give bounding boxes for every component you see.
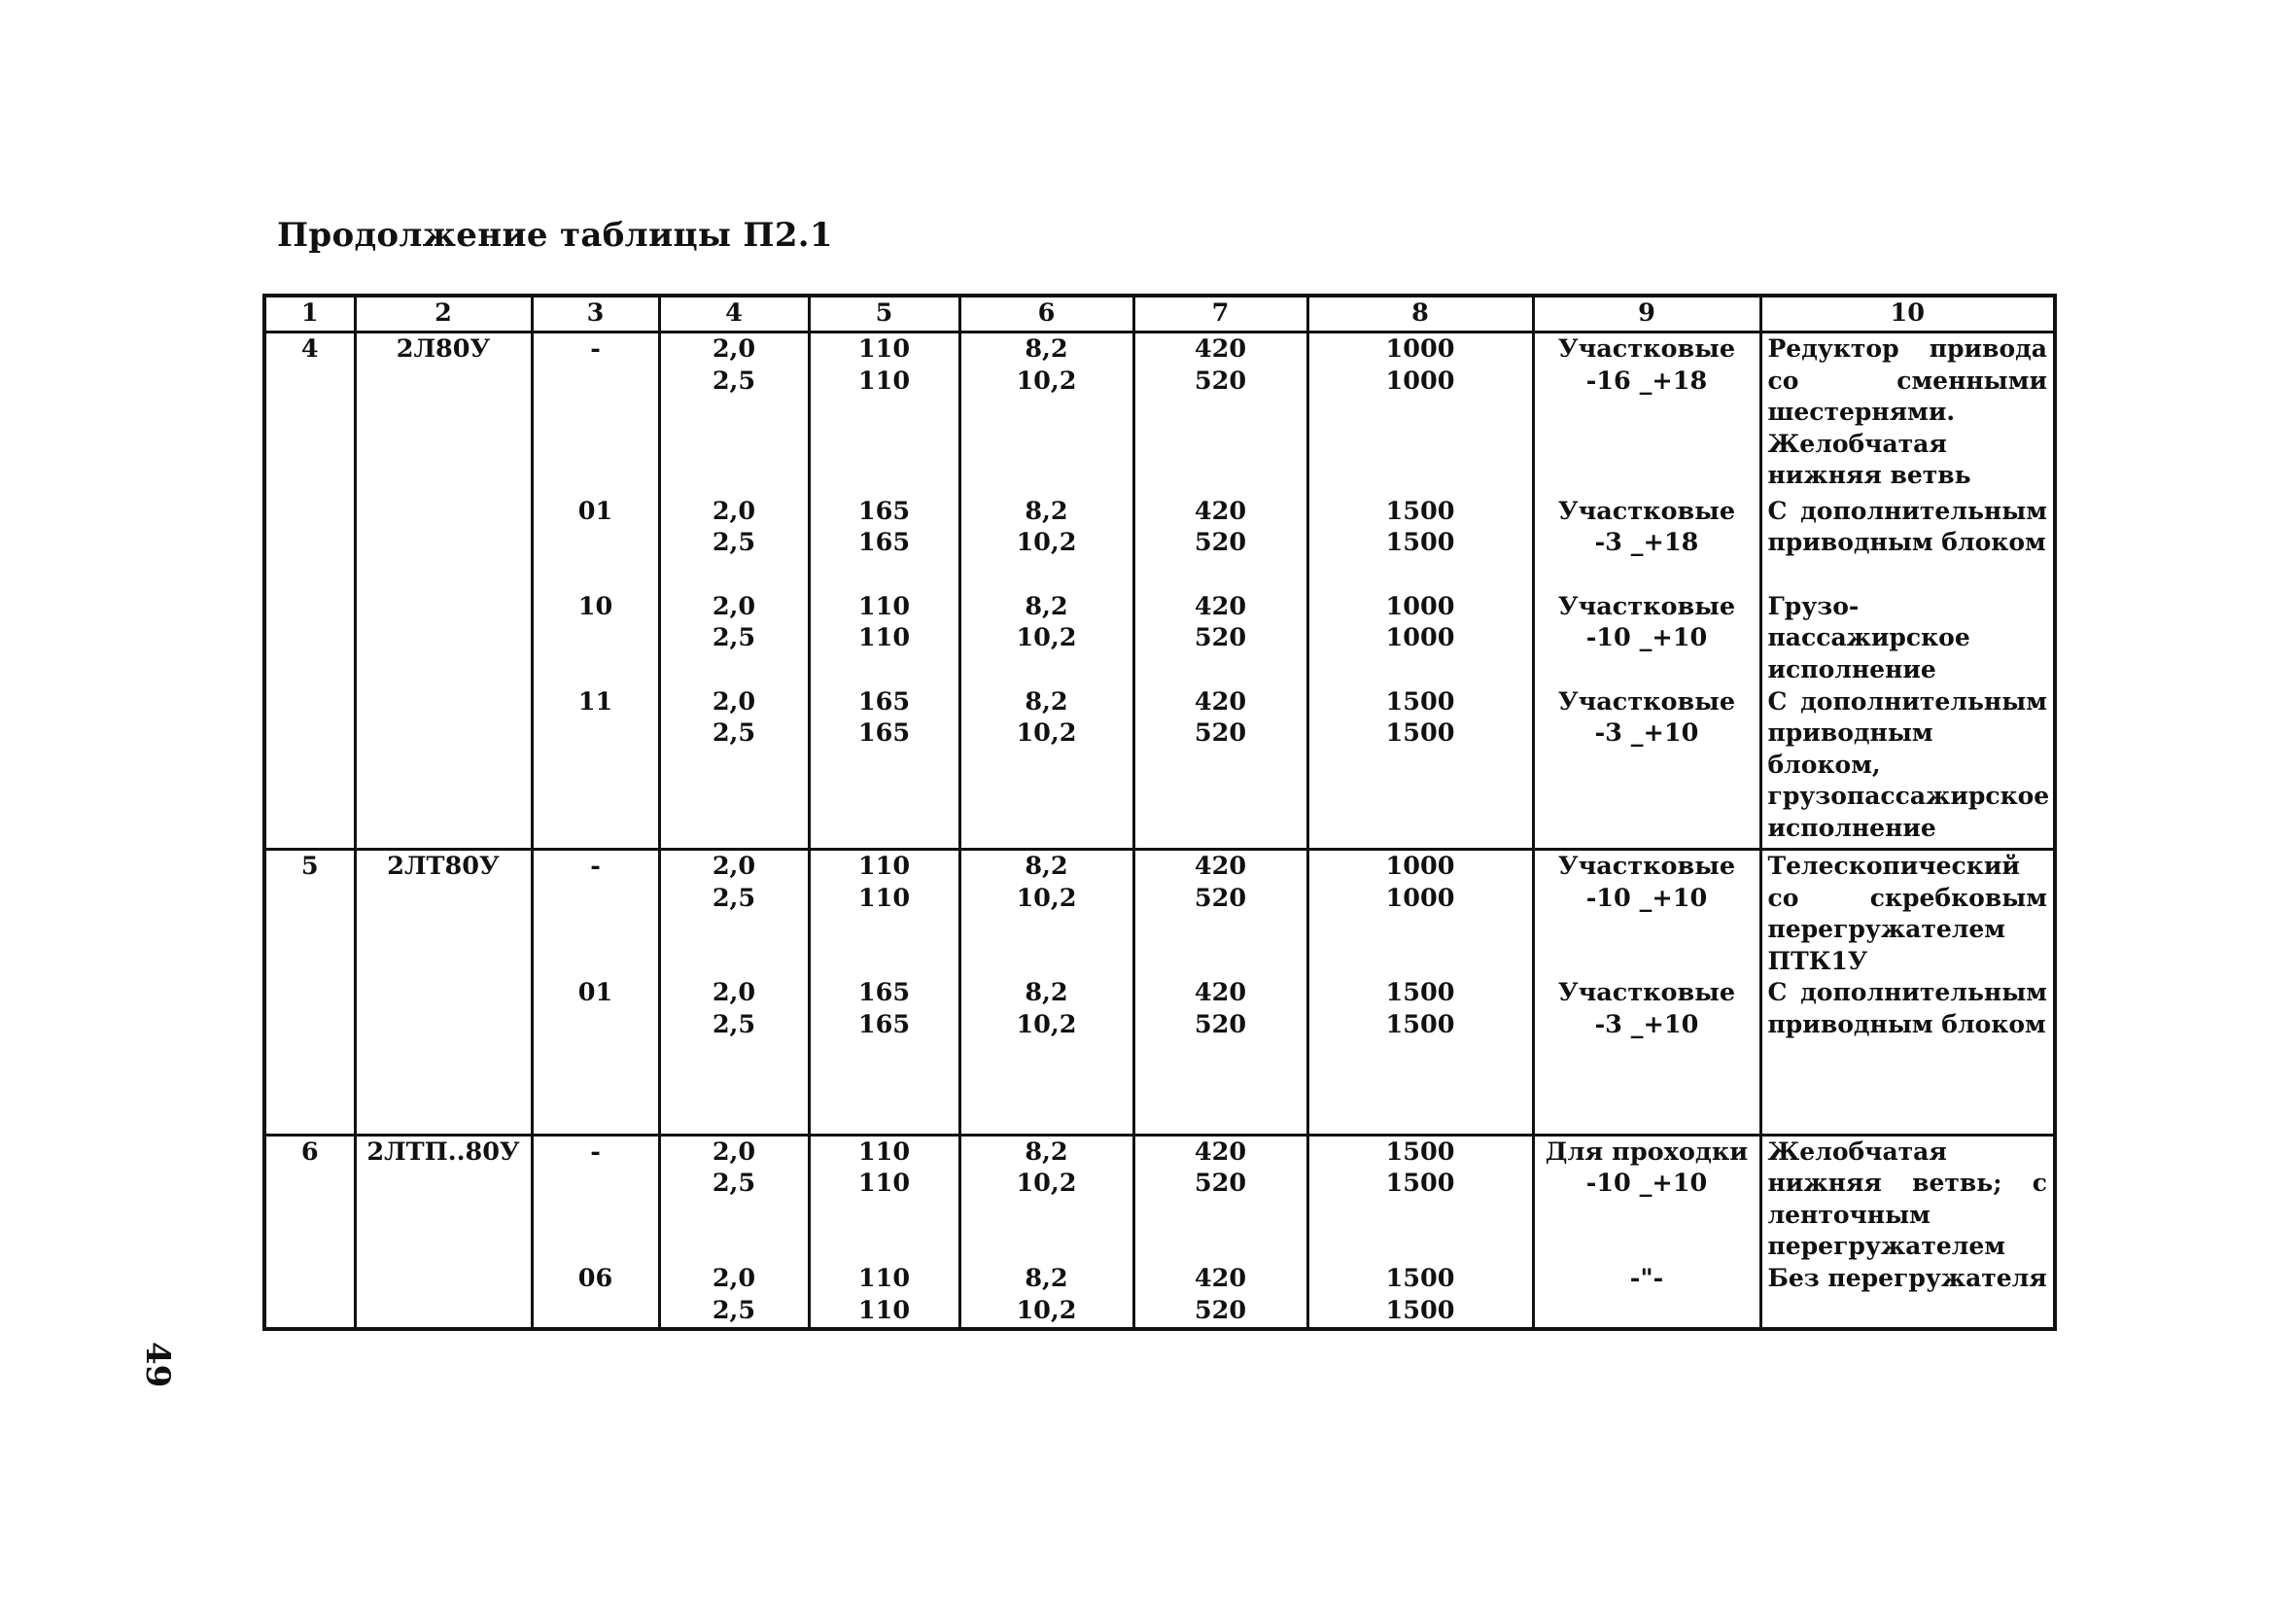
table-cell: 1500 1500 (1307, 1135, 1533, 1263)
table-cell: 420 520 (1133, 977, 1307, 1135)
table-cell: 165 165 (809, 686, 959, 850)
table-cell: Участковые -3 _+10 (1533, 686, 1760, 850)
specification-table (262, 294, 2057, 1331)
table-cell: 1500 1500 (1307, 686, 1533, 850)
table-cell: 2,0 2,5 (659, 332, 809, 496)
variant-code: 01 (532, 977, 659, 1135)
table-cell: 420 520 (1133, 1263, 1307, 1329)
table-row (264, 686, 2055, 850)
table-row (264, 977, 2055, 1135)
table-cell: 110 110 (809, 850, 959, 978)
variant-code: - (532, 332, 659, 496)
table-cell: 1000 1000 (1307, 850, 1533, 978)
table-cell: 8,2 10,2 (959, 1135, 1133, 1263)
table-cell: 8,2 10,2 (959, 686, 1133, 850)
table-cell: 165 165 (809, 977, 959, 1135)
table-cell: 165 165 (809, 496, 959, 591)
table-cell: 420 520 (1133, 1135, 1307, 1263)
table-cell: 420 520 (1133, 850, 1307, 978)
table-cell: 8,2 10,2 (959, 977, 1133, 1135)
column-header: 10 (1760, 296, 2055, 332)
table-row (264, 1263, 2055, 1329)
table-group (264, 332, 2055, 850)
column-header: 9 (1533, 296, 1760, 332)
note-cell: С дополнительным приводным блоком (1760, 977, 2055, 1135)
table-cell: 1000 1000 (1307, 591, 1533, 686)
table-caption: Продолжение таблицы П2.1 (277, 216, 833, 255)
table-cell: 1500 1500 (1307, 1263, 1533, 1329)
table-cell: 2,0 2,5 (659, 977, 809, 1135)
note-cell: С дополнительным приводным блоком, грузопассажирское исполнение (1760, 686, 2055, 850)
header-row (264, 296, 2055, 332)
column-header: 2 (355, 296, 532, 332)
page-number: 49 (138, 1342, 177, 1388)
column-header: 1 (264, 296, 355, 332)
variant-code: 10 (532, 591, 659, 686)
table-cell: Для проходки -10 _+10 (1533, 1135, 1760, 1263)
note-cell: Желобчатая нижняя ветвь; с ленточным перегружателем (1760, 1135, 2055, 1263)
column-header: 8 (1307, 296, 1533, 332)
table-cell: 8,2 10,2 (959, 1263, 1133, 1329)
variant-code: - (532, 850, 659, 978)
table-cell: Участковые -10 _+10 (1533, 591, 1760, 686)
model-name: 2Л80У (355, 332, 532, 850)
table-group (264, 1135, 2055, 1329)
table-cell: 110 110 (809, 1263, 959, 1329)
model-name: 2ЛТП..80У (355, 1135, 532, 1329)
table-row (264, 496, 2055, 591)
column-header: 6 (959, 296, 1133, 332)
table-cell: 2,0 2,5 (659, 850, 809, 978)
table-cell: 420 520 (1133, 496, 1307, 591)
table-cell: 110 110 (809, 332, 959, 496)
table-cell: 1500 1500 (1307, 977, 1533, 1135)
note-cell: Редуктор привода со сменными шестернями. Желобчатая нижняя ветвь (1760, 332, 2055, 496)
group-number: 5 (264, 850, 355, 1136)
table-row (264, 1135, 2055, 1263)
note-cell: Без перегружателя (1760, 1263, 2055, 1329)
group-number: 6 (264, 1135, 355, 1329)
table-cell: 1500 1500 (1307, 496, 1533, 591)
table-cell: 8,2 10,2 (959, 332, 1133, 496)
note-cell: Грузо-пассажирское исполнение (1760, 591, 2055, 686)
model-name: 2ЛТ80У (355, 850, 532, 1136)
table-cell: -"- (1533, 1263, 1760, 1329)
table-cell: Участковые -3 _+18 (1533, 496, 1760, 591)
table-cell: 110 110 (809, 591, 959, 686)
table-row (264, 591, 2055, 686)
table-row (264, 332, 2055, 496)
variant-code: 11 (532, 686, 659, 850)
table-cell: 420 520 (1133, 332, 1307, 496)
column-header: 4 (659, 296, 809, 332)
table-cell: 420 520 (1133, 686, 1307, 850)
table-cell: Участковые -10 _+10 (1533, 850, 1760, 978)
table-cell: 2,0 2,5 (659, 496, 809, 591)
variant-code: 06 (532, 1263, 659, 1329)
table-cell: 8,2 10,2 (959, 496, 1133, 591)
table-cell: Участковые -16 _+18 (1533, 332, 1760, 496)
group-number: 4 (264, 332, 355, 850)
table-group (264, 850, 2055, 1136)
table-cell: 420 520 (1133, 591, 1307, 686)
variant-code: 01 (532, 496, 659, 591)
table-cell: 2,0 2,5 (659, 1263, 809, 1329)
table-cell: 110 110 (809, 1135, 959, 1263)
table-row (264, 850, 2055, 978)
table-cell: 2,0 2,5 (659, 686, 809, 850)
table-cell: 8,2 10,2 (959, 850, 1133, 978)
column-header: 3 (532, 296, 659, 332)
table-cell: 8,2 10,2 (959, 591, 1133, 686)
variant-code: - (532, 1135, 659, 1263)
table-cell: 2,0 2,5 (659, 1135, 809, 1263)
table-cell: 1000 1000 (1307, 332, 1533, 496)
note-cell: С дополнительным приводным блоком (1760, 496, 2055, 591)
column-header: 7 (1133, 296, 1307, 332)
table-cell: 2,0 2,5 (659, 591, 809, 686)
table-cell: Участковые -3 _+10 (1533, 977, 1760, 1135)
note-cell: Телескопический со скребковым перегружателем ПТК1У (1760, 850, 2055, 978)
column-header: 5 (809, 296, 959, 332)
